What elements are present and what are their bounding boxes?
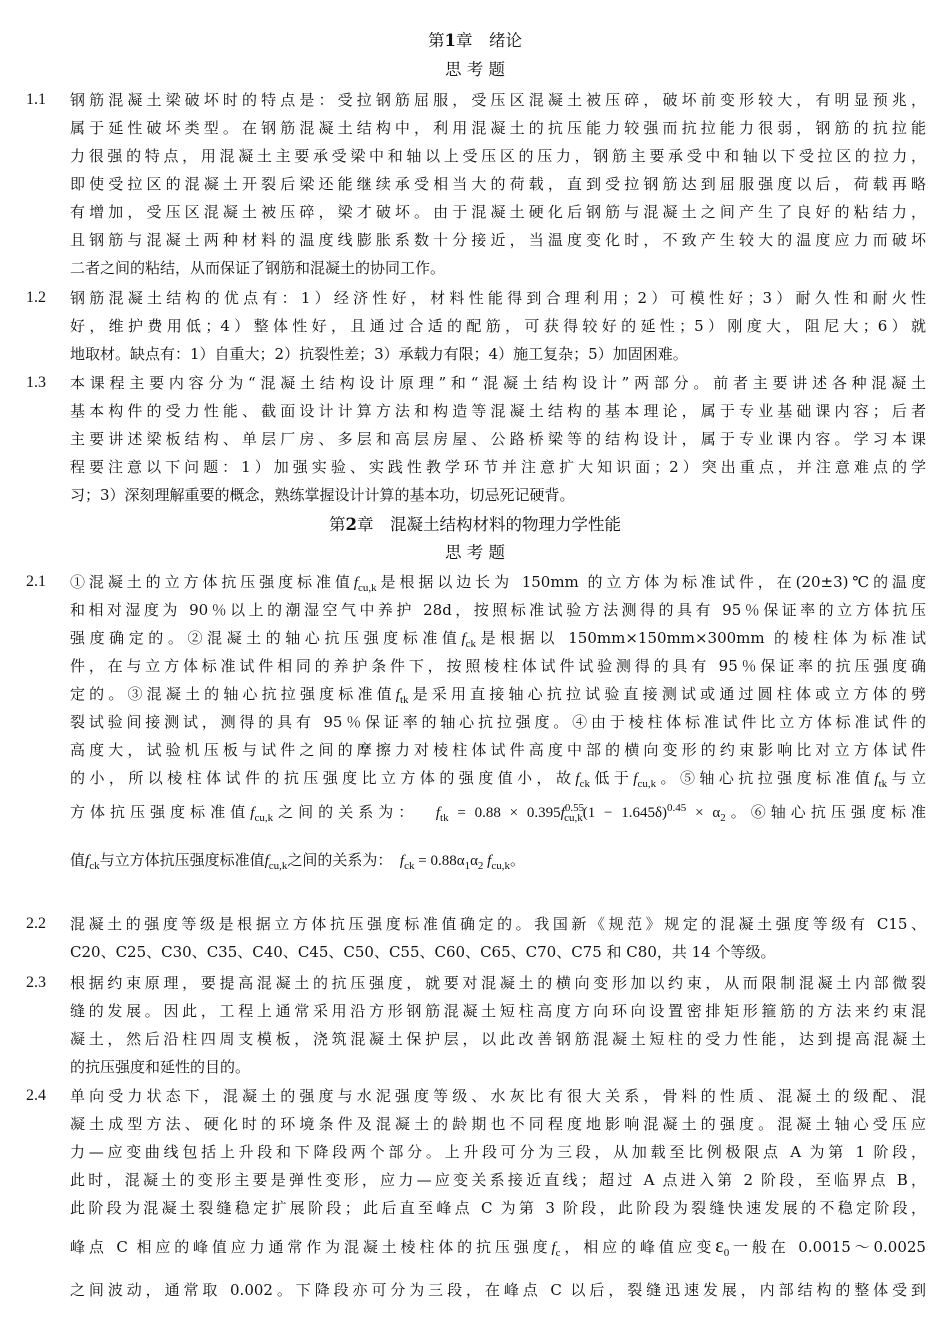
text-line: 本课程主要内容分为“混凝土结构设计原理”和“混凝土结构设计”两部分。前者主要讲述各种混凝土 xyxy=(70,374,926,392)
answer-text xyxy=(70,284,926,368)
answer-text xyxy=(70,1082,926,1310)
text-line: 且钢筋与混凝土两种材料的温度线膨胀系数十分接近，当温度变化时，不致产生较大的温度应力而破坏 xyxy=(70,231,926,249)
text-line: 和相对湿度为 90％以上的潮湿空气中养护 28d，按照标准试验方法测得的具有 95％保证率的立方体抗压 xyxy=(70,601,926,619)
chapter-number: 1 xyxy=(444,31,456,50)
symbol-ftk: $f_{tk}$ xyxy=(395,687,409,706)
text-line: 此阶段为混凝土裂缝稳定扩展阶段；此后直至峰点 C 为第 3 阶段，此阶段为裂缝快速发展的不稳定阶段， xyxy=(70,1199,926,1217)
text-line: 基本构件的受力性能、截面设计计算方法和构造等混凝土结构的基本理论，属于专业基础课内容；后者 xyxy=(70,402,926,420)
text-line: ①混凝土的立方体抗压强度标准值$f_{cu,k}$是根据以边长为 150mm 的立方体为标准试件，在(20±3)℃的温度 xyxy=(70,573,926,594)
text-line: 凝土，然后沿柱四周支模板，浇筑混凝土保护层，以此改善钢筋混凝土短柱的受力性能，达到提高混凝土 xyxy=(70,1030,926,1048)
text-line: 高度大，试验机压板与试件之间的摩擦力对棱柱体试件高度中部的横向变形的约束影响比对立方体试件 xyxy=(70,741,926,759)
text-line: C20、C25、C30、C35、C40、C45、C50、C55、C60、C65、C70、C75 和 C80，共 14 个等级。 xyxy=(70,943,776,961)
text-line: 的抗压强度和延性的目的。 xyxy=(70,1058,251,1076)
text-line: 力—应变曲线包括上升段和下降段两个部分。上升段可分为三段，从加载至比例极限点 A 为第 1 阶段， xyxy=(70,1143,926,1161)
chapter-2-title xyxy=(0,511,950,539)
text-line: 钢筋混凝土梁破坏时的特点是：受拉钢筋屈服，受压区混凝土被压碎，破坏前变形较大，有明显预兆， xyxy=(70,91,926,109)
text-line: 习；3）深刻理解重要的概念，熟练掌握设计计算的基本功，切忌死记硬背。 xyxy=(70,486,575,504)
text-line: 定的。③混凝土的轴心抗拉强度标准值$f_{tk}$是采用直接轴心抗拉试验直接测试或通过圆柱体或立方体的劈 xyxy=(70,685,926,706)
question-number: 2.3 xyxy=(26,974,46,991)
question-number: 2.1 xyxy=(26,573,46,590)
text-line: 混凝土的强度等级是根据立方体抗压强度标准值确定的。我国新《规范》规定的混凝土强度等级有 C15、 xyxy=(70,915,926,933)
text-line: 属于延性破坏类型。在钢筋混凝土结构中，利用混凝土的抗压能力较强而抗拉能力很弱，钢筋的抗拉能 xyxy=(70,119,926,137)
text-line: 的小，所以棱柱体试件的抗压强度比立方体的强度值小，故$f_{ck}$低于$f_{cu,k}$。⑤轴心抗拉强度标准值$f_{tk}$与立 xyxy=(70,769,926,790)
text-line-formula: 方体抗压强度标准值$f_{cu,k}$之间的关系为： $f_{tk} = 0.88 \times 0.395f^{0.55}_{cu,k}(1 - 1.645\delta)^{0.45} \times \alpha_2$。⑥轴心抗压强度标准 xyxy=(70,802,926,824)
answer-text xyxy=(70,568,926,880)
text-line: 此时，混凝土的变形主要是弹性变形，应力—应变关系接近直线；超过 A 点进入第 2 阶段，至临界点 B， xyxy=(70,1171,926,1189)
answer-text xyxy=(70,369,926,509)
text-line-formula: 值$f_{ck}$与立方体抗压强度标准值$f_{cu,k}$之间的关系为： $f_{ck} = 0.88\alpha_1\alpha_2$ $f_{cu,k}$。 xyxy=(70,851,525,872)
text-line: 件，在与立方体标准试件相同的养护条件下，按照棱柱体试件试验测得的具有 95％保证率的抗压强度确 xyxy=(70,657,926,675)
question-number: 1.3 xyxy=(26,374,46,391)
text-line: 二者之间的粘结，从而保证了钢筋和混凝土的协同工作。 xyxy=(70,259,446,277)
text-line: 凝土成型方法、硬化时的环境条件及混凝土的龄期也不同程度地影响混凝土的强度。混凝土轴心受压应 xyxy=(70,1115,926,1133)
chapter-name: 章 绪论 xyxy=(455,31,522,50)
text-line: 好，维护费用低；4）整体性好，且通过合适的配筋，可获得较好的延性；5）刚度大，阻尼大；6）就 xyxy=(70,317,926,335)
answer-text xyxy=(70,910,926,966)
answer-text xyxy=(70,969,926,1081)
chapter-prefix: 第 xyxy=(329,515,346,534)
chapter-prefix: 第 xyxy=(428,31,445,50)
symbol-fc: $f_c$ xyxy=(551,1240,561,1259)
question-number: 2.4 xyxy=(26,1087,46,1104)
chapter-1-subtitle: 思 考 题 xyxy=(445,60,505,79)
question-number: 1.2 xyxy=(26,289,46,306)
text-line: 之间波动，通常取 0.002。下降段亦可分为三段，在峰点 C 以后，裂缝迅速发展，内部结构的整体受到 xyxy=(70,1281,926,1299)
question-number: 1.1 xyxy=(26,91,46,108)
text-line: 裂试验间接测试，测得的具有 95％保证率的轴心抗拉强度。④由于棱柱体标准试件比立方体标准试件的 xyxy=(70,713,926,731)
chapter-2-subtitle: 思 考 题 xyxy=(445,543,505,562)
text-line: 地取材。缺点有：1）自重大；2）抗裂性差；3）承载力有限；4）施工复杂；5）加固困难。 xyxy=(70,345,688,363)
text-line-formula: 峰点 C 相应的峰值应力通常作为混凝土棱柱体的抗压强度$f_c$，相应的峰值应变$\varepsilon_0$一般在 0.0015～0.0025 xyxy=(70,1235,926,1259)
chapter-name: 章 混凝土结构材料的物理力学性能 xyxy=(356,515,621,534)
chapter-number: 2 xyxy=(345,515,357,534)
text-line: 有增加，受压区混凝土被压碎，梁才破坏。由于混凝土硬化后钢筋与混凝土之间产生了良好的粘结力， xyxy=(70,203,926,221)
text-line: 力很强的特点，用混凝土主要承受梁中和轴以上受压区的压力，钢筋主要承受中和轴以下受拉区的拉力， xyxy=(70,147,926,165)
text-line: 单向受力状态下，混凝土的强度与水泥强度等级、水灰比有很大关系，骨料的性质、混凝土的级配、混 xyxy=(70,1087,926,1105)
formula-ftk: $f_{tk} = 0.88 \times 0.395f^{0.55}_{cu,k}(1 - 1.645\delta)^{0.45} \times \alpha_2$ xyxy=(435,802,726,824)
formula-fck: $f_{ck} = 0.88\alpha_1\alpha_2$ $f_{cu,k}$ xyxy=(399,853,510,872)
text-line: 钢筋混凝土结构的优点有：1）经济性好，材料性能得到合理利用；2）可模性好；3）耐久性和耐火性 xyxy=(70,289,926,307)
symbol-fcuk: $f_{cu,k}$ xyxy=(353,575,377,594)
text-line: 即使受拉区的混凝土开裂后梁还能继续承受相当大的荷载，直到受拉钢筋达到屈服强度以后，荷载再略 xyxy=(70,175,926,193)
symbol-epsilon0: $\varepsilon_0$ xyxy=(715,1235,730,1259)
text-line: 主要讲述梁板结构、单层厂房、多层和高层房屋、公路桥梁等的结构设计，属于专业课内容。学习本课 xyxy=(70,430,926,448)
text-line: 强度确定的。②混凝土的轴心抗压强度标准值$f_{ck}$是根据以 150mm×150mm×300mm 的棱柱体为标准试 xyxy=(70,629,926,650)
text-line: 程要注意以下问题：1）加强实验、实践性教学环节并注意扩大知识面；2）突出重点，并注意难点的学 xyxy=(70,458,926,476)
text-line: 根据约束原理，要提高混凝土的抗压强度，就要对混凝土的横向变形加以约束，从而限制混凝土内部微裂 xyxy=(70,974,926,992)
question-number: 2.2 xyxy=(26,915,46,932)
answer-text xyxy=(70,86,926,282)
symbol-fck: $f_{ck}$ xyxy=(461,631,477,650)
text-line: 缝的发展。因此，工程上通常采用沿方形钢筋混凝土短柱高度方向环向设置密排矩形箍筋的方法来约束混 xyxy=(70,1002,926,1020)
chapter-1-title xyxy=(0,27,950,55)
